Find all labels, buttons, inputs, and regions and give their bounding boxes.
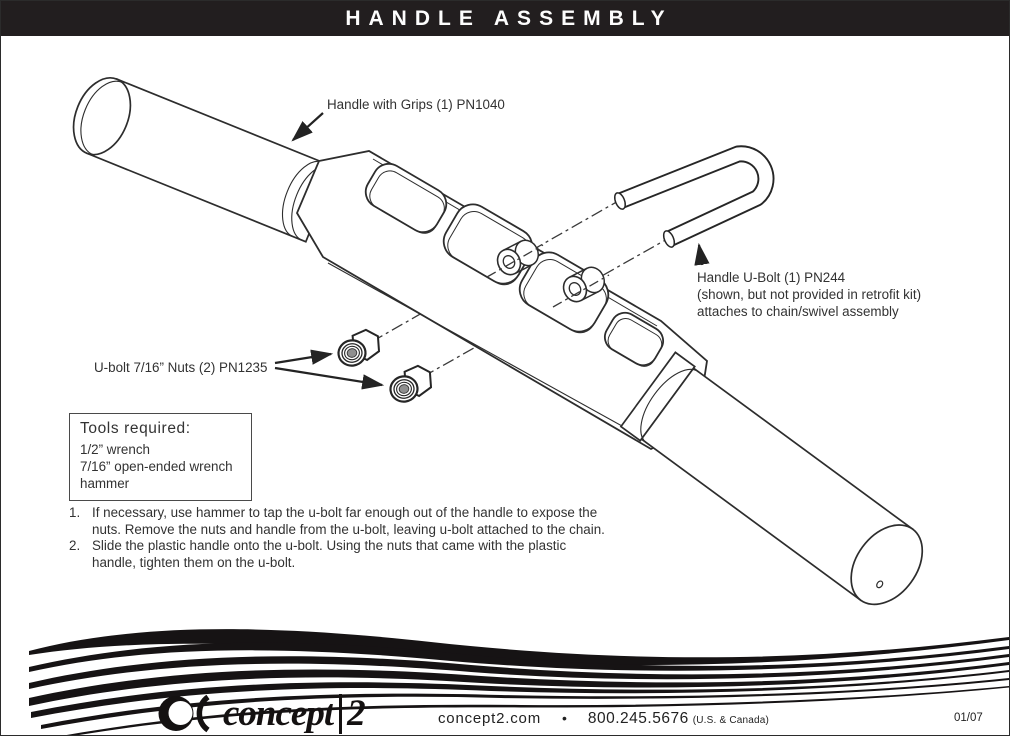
label-handle-with-grips: Handle with Grips (1) PN1040 (327, 97, 505, 112)
tool-item-wrench-open: 7/16” open-ended wrench (80, 459, 233, 474)
step-1-number: 1. (69, 505, 81, 520)
bullet-separator: • (561, 710, 567, 726)
instruction-steps (69, 505, 607, 571)
step-2 (69, 538, 607, 571)
hex-nut-1 (336, 328, 382, 367)
tools-required-title: Tools required: (80, 420, 191, 437)
arrow-handle-label (293, 113, 323, 140)
step-2-number: 2. (69, 538, 81, 554)
label-handle-ubolt-line2: (shown, but not provided in retrofit kit) (697, 287, 922, 303)
phone-number: 800.245.5676 (587, 710, 689, 727)
hex-nut-2 (388, 364, 434, 403)
arrow-nut-1 (275, 354, 331, 363)
step-2-text: Slide the plastic handle onto the u-bolt. Using the nuts that came with the plastic handle, tighten them on the u-bolt. (92, 538, 567, 570)
step-1 (69, 505, 607, 538)
tool-item-wrench-half: 1/2” wrench (80, 442, 150, 457)
arrow-nut-2 (275, 368, 382, 385)
concept2-logo-mark-icon (157, 693, 217, 734)
header-bar (1, 1, 1009, 36)
concept2-logo (157, 693, 366, 734)
label-handle-ubolt (697, 269, 921, 321)
tool-item-hammer: hammer (80, 476, 130, 491)
arrow-ubolt-label (699, 245, 702, 265)
label-handle-ubolt-line1: Handle U-Bolt (1) PN244 (697, 270, 846, 285)
brand-wordmark: concept (223, 692, 334, 734)
contact-line (438, 710, 769, 728)
label-handle-ubolt-line3: attaches to chain/swivel assembly (697, 304, 899, 320)
right-grip-drawing (621, 352, 938, 619)
date-code: 01/07 (954, 712, 983, 724)
label-ubolt-nuts: U-bolt 7/16” Nuts (2) PN1235 (94, 360, 268, 375)
website-text: concept2.com (438, 710, 541, 727)
u-bolt-drawing (613, 154, 766, 249)
brand-divider (339, 694, 342, 734)
page-title: HANDLE ASSEMBLY (345, 6, 673, 30)
tools-required-box (69, 413, 252, 501)
brand-number: 2 (347, 692, 366, 734)
step-1-text: If necessary, use hammer to tap the u-bolt far enough out of the handle to expose the nuts. Remove the nuts and handle from the u-bolt, leaving u-bolt attached to the chain. (92, 505, 605, 537)
phone-region-note: (U.S. & Canada) (692, 715, 770, 726)
left-grip-drawing (63, 69, 336, 241)
